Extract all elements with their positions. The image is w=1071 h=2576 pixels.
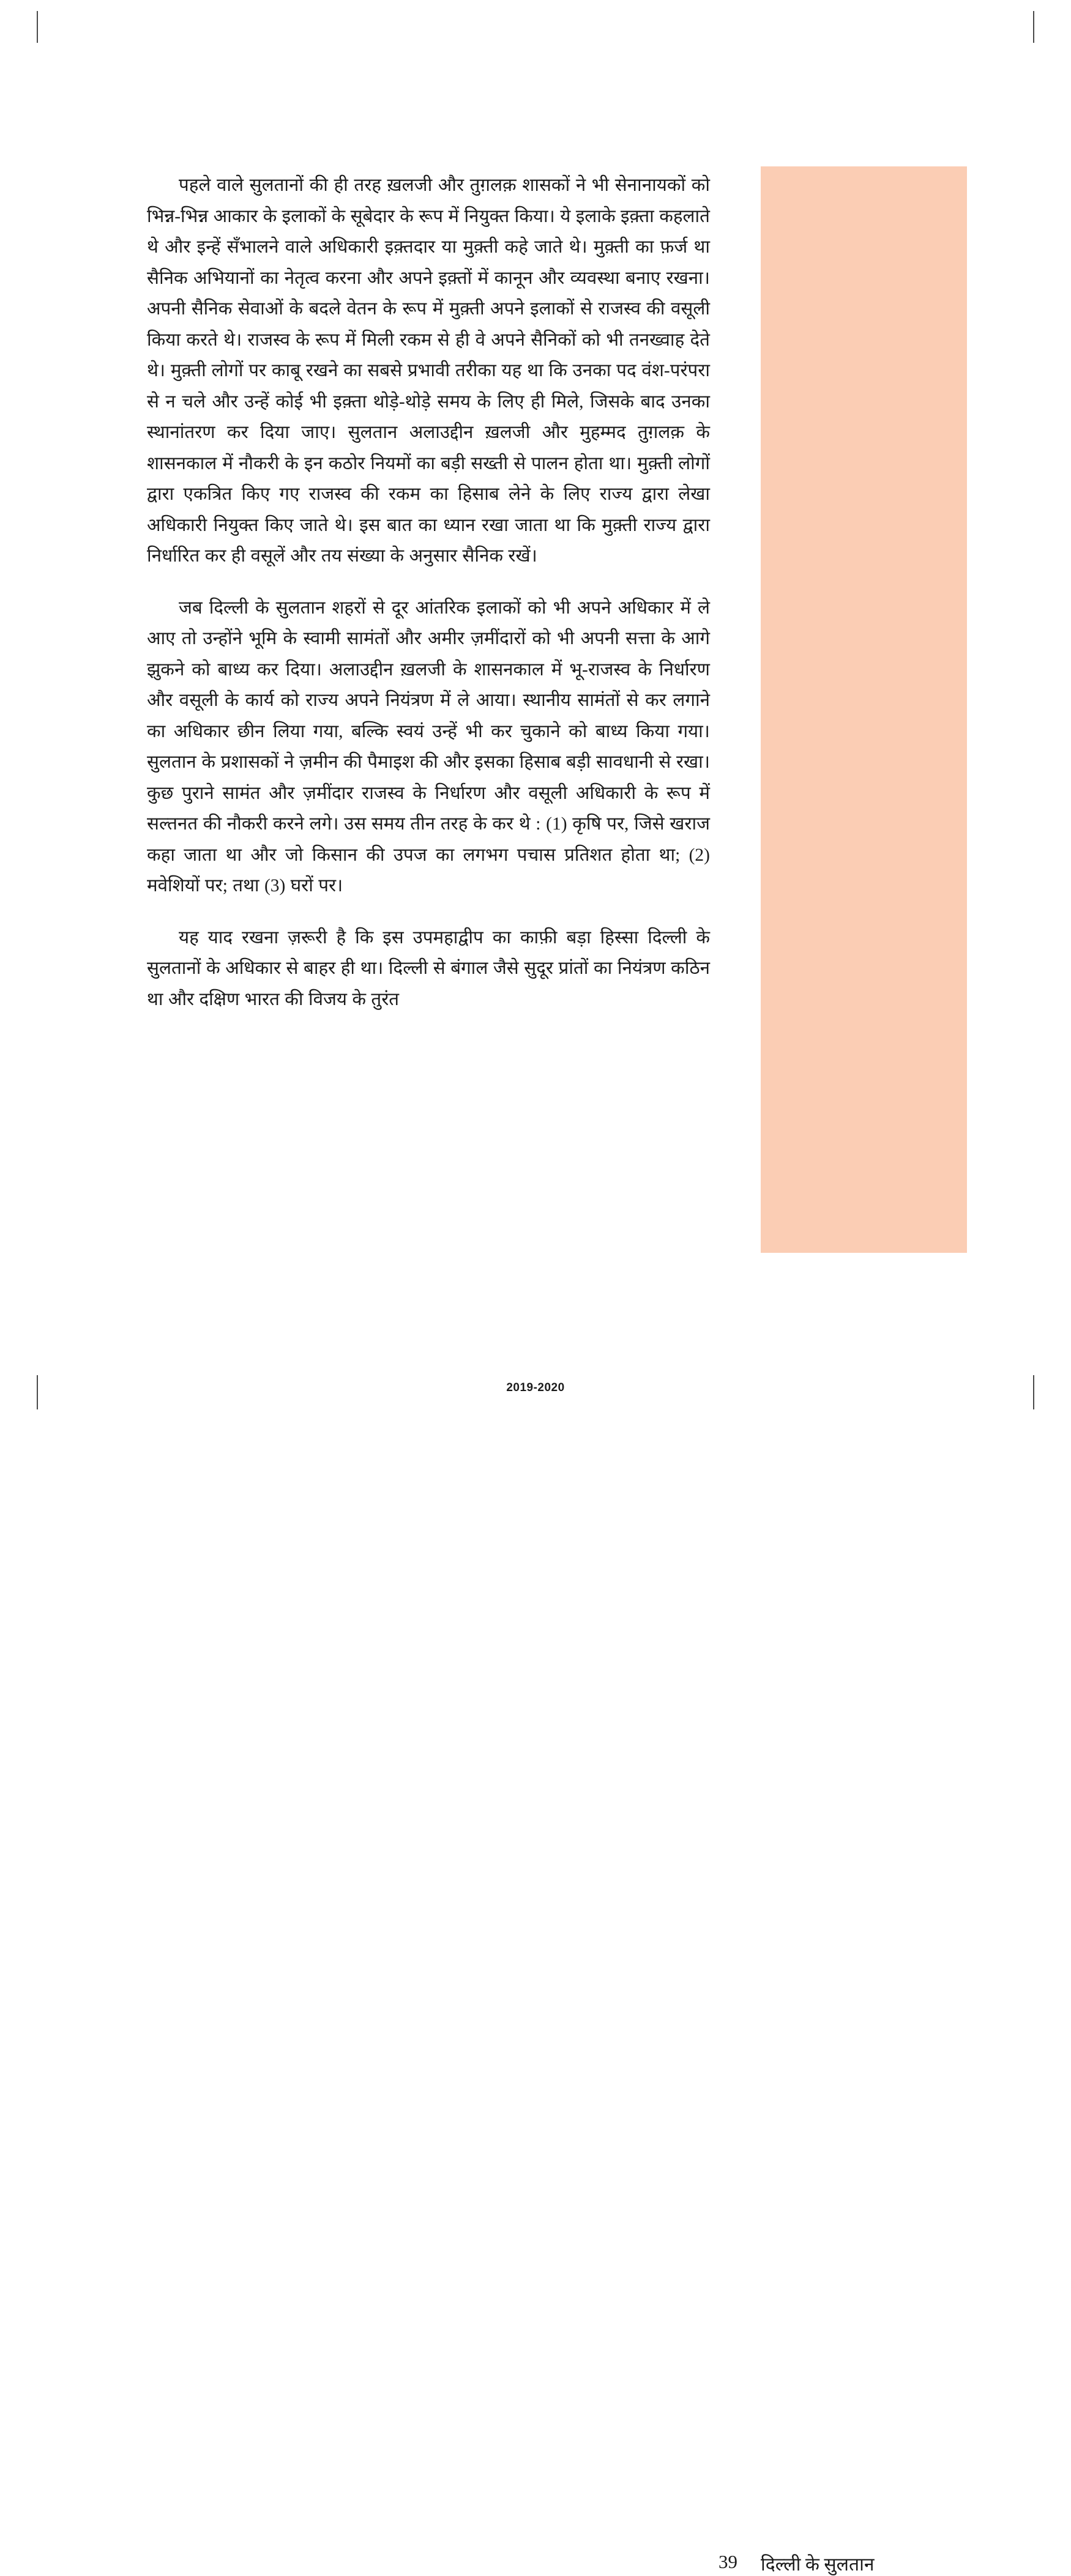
year-stamp: 2019-2020 [506,1381,565,1394]
body-text-column [147,170,710,1015]
chapter-title: दिल्ली के सुलतान [761,2555,875,2575]
paragraph-3: यह याद रखना ज़रूरी है कि इस उपमहाद्वीप का काफ़ी बड़ा हिस्सा दिल्ली के सुलतानों के अधिकार से बाहर ही था। दिल्ली से बंगाल जैसे सुदूर प्रांतों का नियंत्रण कठिन था और दक्षिण भारत की विजय के तुरंत [147,927,710,1009]
paragraph-2: जब दिल्ली के सुलतान शहरों से दूर आंतरिक इलाकों को भी अपने अधिकार में ले आए तो उन्होंने भूमि के स्वामी सामंतों और अमीर ज़मींदारों को भी अपनी सत्ता के आगे झुकने को बाध्य कर दिया। अलाउद्दीन ख़लजी के शासनकाल में भू-राजस्व के निर्धारण और वसूली के कार्य को राज्य अपने नियंत्रण में ले आया। स्थानीय सामंतों से कर लगाने का अधिकार छीन लिया गया, बल्कि स्वयं उन्हें भी कर चुकाने को बाध्य किया गया। सुलतान के प्रशासकों ने ज़मीन की पैमाइश की और इसका हिसाब बड़ी सावधानी से रखा। कुछ पुराने सामंत और ज़मींदार राजस्व के निर्धारण और वसूली अधिकारी के रूप में सल्तनत की नौकरी करने लगे। उस समय तीन तरह के कर थे : (1) कृषि पर, जिसे खराज कहा जाता था और जो किसान की उपज का लगभग पचास प्रतिशत होता था; (2) मवेशियों पर; तथा (3) घरों पर। [147,598,710,896]
paragraph-1: पहले वाले सुलतानों की ही तरह ख़लजी और तुग़लक़ शासकों ने भी सेनानायकों को भिन्न-भिन्न आकार के इलाकों के सूबेदार के रूप में नियुक्त किया। ये इलाके इक़्ता कहलाते थे और इन्हें सँभालने वाले अधिकारी इक़्तदार या मुक़्ती कहे जाते थे। मुक़्ती का फ़र्ज था सैनिक अभियानों का नेतृत्व करना और अपने इक़्तों में कानून और व्यवस्था बनाए रखना। अपनी सैनिक सेवाओं के बदले वेतन के रूप में मुक़्ती अपने इलाकों से राजस्व की वसूली किया करते थे। राजस्व के रूप में मिली रकम से ही वे अपने सैनिकों को भी तनख्वाह देते थे। मुक़्ती लोगों पर काबू रखने का सबसे प्रभावी तरीका यह था कि उनका पद वंश-परंपरा से न चले और उन्हें कोई भी इक़्ता थोड़े-थोड़े समय के लिए ही मिले, जिसके बाद उनका स्थानांतरण कर दिया जाए। सुलतान अलाउद्दीन ख़लजी और मुहम्मद तुग़लक़ के शासनकाल में नौकरी के इन कठोर नियमों का बड़ी सख्ती से पालन होता था। मुक़्ती लोगों द्वारा एकत्रित किए गए राजस्व की रकम का हिसाब लेने के लिए राज्य द्वारा लेखा अधिकारी नियुक्त किए जाते थे। इस बात का ध्यान रखा जाता था कि मुक़्ती राज्य द्वारा निर्धारित कर ही वसूलें और तय संख्या के अनुसार सैनिक रखें। [147,176,710,566]
page-number: 39 [718,2551,737,2572]
decorative-side-panel [761,166,967,1253]
